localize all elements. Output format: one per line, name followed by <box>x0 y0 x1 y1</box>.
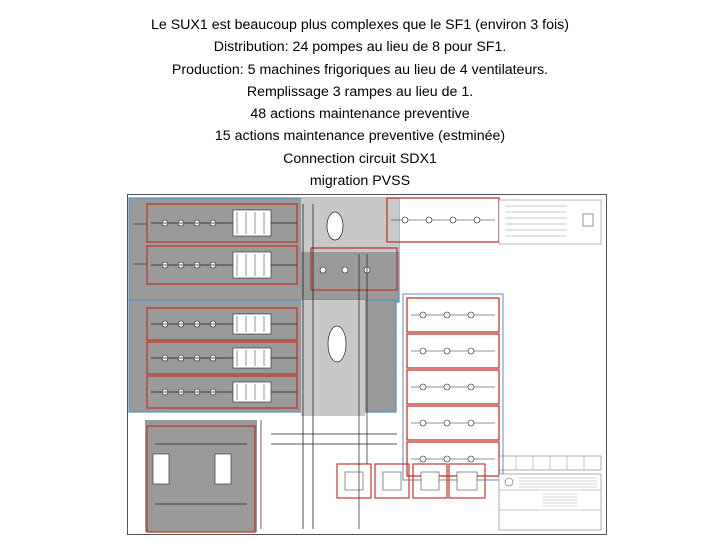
legend-icon <box>583 214 593 226</box>
schematic-diagram <box>127 194 607 535</box>
line-complexity: Le SUX1 est beaucoup plus complexes que le SF1 (environ 3 fois) <box>151 17 569 33</box>
pump-icon <box>474 217 480 223</box>
pump-icon <box>420 348 426 354</box>
pump-icon <box>468 348 474 354</box>
line-remplissage: Remplissage 3 rampes au lieu de 1. <box>246 83 474 100</box>
pump-icon <box>420 384 426 390</box>
pump-icon <box>420 456 426 462</box>
pump-icon <box>468 456 474 462</box>
title-block <box>499 474 601 530</box>
machine-icon <box>457 472 477 490</box>
pump-icon <box>450 217 456 223</box>
pump-icon <box>468 384 474 390</box>
pump-icon <box>420 420 426 426</box>
machine-icon <box>345 472 363 490</box>
exchanger-icon <box>233 382 271 402</box>
machine-icon <box>383 472 401 490</box>
chiller-icon <box>153 454 169 484</box>
pump-icon <box>444 456 450 462</box>
tank-icon <box>327 212 343 240</box>
pump-icon <box>444 312 450 318</box>
pump-icon <box>420 312 426 318</box>
pump-icon <box>444 348 450 354</box>
exchanger-icon <box>233 314 271 334</box>
line-distribution: Distribution: 24 pompes au lieu de 8 pour SF1. <box>213 39 507 56</box>
pump-icon <box>444 420 450 426</box>
line-pvss: migration PVSS <box>309 173 411 190</box>
exchanger-icon <box>233 252 271 278</box>
pump-icon <box>342 267 348 273</box>
pump-icon <box>468 312 474 318</box>
line-sdx1: Connection circuit SDX1 <box>283 150 437 167</box>
machine-icon <box>421 472 439 490</box>
line-maintenance: 48 actions maintenance preventive <box>250 106 470 123</box>
pump-icon <box>468 420 474 426</box>
tank-icon <box>328 326 346 362</box>
schematic-svg <box>127 194 607 535</box>
line-maintenance-estimated: 15 actions maintenance preventive (estminée) <box>214 128 506 145</box>
zone-tank-top <box>301 198 399 252</box>
pump-icon <box>426 217 432 223</box>
line-production: Production: 5 machines frigoriques au lieu de 4 ventilateurs. <box>171 61 549 78</box>
pump-icon <box>444 384 450 390</box>
chiller-icon <box>215 454 231 484</box>
pump-icon <box>402 217 408 223</box>
slide-text <box>0 14 720 192</box>
exchanger-icon <box>233 348 271 368</box>
exchanger-icon <box>233 210 271 236</box>
pump-icon <box>320 267 326 273</box>
